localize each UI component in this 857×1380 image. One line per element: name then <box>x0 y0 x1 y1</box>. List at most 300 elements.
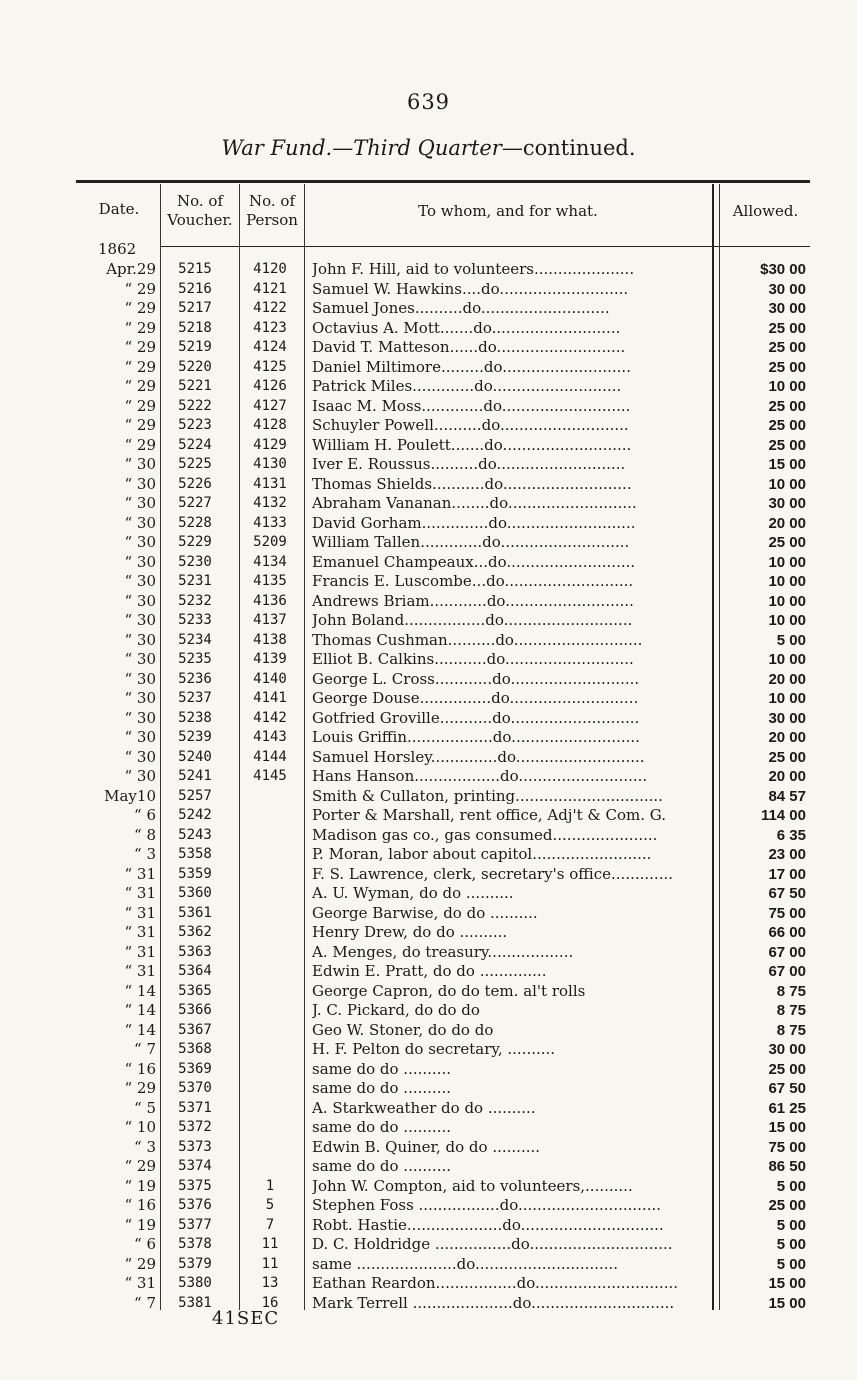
row-person: 4122 <box>253 300 287 316</box>
row-amount: 75 00 <box>768 904 806 922</box>
table-row <box>76 1274 810 1294</box>
row-person: 4139 <box>253 651 287 667</box>
row-person: 4145 <box>253 768 287 784</box>
title-continued: continued. <box>522 136 636 160</box>
table-row <box>76 592 810 612</box>
table-row <box>76 865 810 885</box>
row-amount: 25 00 <box>768 339 806 356</box>
row-person: 4144 <box>253 748 287 765</box>
row-whom: Francis E. Luscombe...do........................... <box>312 572 634 590</box>
row-person: 4138 <box>253 631 287 648</box>
signature-mark: 41SEC <box>212 1308 280 1329</box>
table-row <box>76 1216 810 1236</box>
row-amount: 84 57 <box>768 787 806 805</box>
row-whom: George Capron, do do tem. al't rolls <box>312 981 586 1000</box>
table-row <box>76 904 810 924</box>
row-person: 4126 <box>253 378 287 394</box>
row-date: “ 16 <box>124 1059 156 1078</box>
table-row <box>76 299 810 319</box>
table-row <box>76 943 810 963</box>
row-date: “ 29 <box>124 435 156 454</box>
row-whom: Edwin B. Quiner, do do .......... <box>312 1137 541 1156</box>
row-whom: same do do .......... <box>312 1157 451 1175</box>
row-voucher: 5257 <box>178 787 212 804</box>
header-date: Date. <box>98 200 140 218</box>
row-person: 4131 <box>253 475 287 492</box>
row-whom: Smith & Cullaton, printing............................... <box>312 786 663 805</box>
row-amount: 10 00 <box>768 612 806 629</box>
row-whom: Edwin E. Pratt, do do .............. <box>312 962 547 980</box>
row-person: 4140 <box>253 670 287 687</box>
row-whom: Elliot B. Calkins...........do........................... <box>312 650 634 668</box>
table-row <box>76 533 810 553</box>
row-voucher: 5228 <box>178 514 212 531</box>
header-allowed: Allowed. <box>732 202 799 220</box>
table-row <box>76 1021 810 1041</box>
row-whom: Mark Terrell .....................do.............................. <box>312 1293 675 1312</box>
row-whom: Iver E. Roussus..........do........................... <box>312 455 626 473</box>
table-row <box>76 1138 810 1158</box>
row-person: 4127 <box>253 397 287 414</box>
row-person: 13 <box>261 1275 279 1291</box>
row-date: Apr.29 <box>106 260 156 278</box>
row-amount: 25 00 <box>768 534 806 551</box>
row-date: “ 14 <box>124 1001 156 1019</box>
table-row <box>76 689 810 709</box>
row-amount: 15 00 <box>768 456 806 473</box>
row-whom: Eathan Reardon.................do.............................. <box>312 1274 678 1292</box>
row-whom: F. S. Lawrence, clerk, secretary's office............. <box>312 864 673 883</box>
row-voucher: 5359 <box>178 865 212 882</box>
row-voucher: 5366 <box>178 1002 212 1018</box>
row-voucher: 5220 <box>178 358 212 375</box>
row-date: “ 3 <box>134 1137 156 1156</box>
table-row <box>76 1177 810 1197</box>
row-voucher: 5238 <box>178 709 212 726</box>
row-amount: 61 25 <box>768 1099 806 1117</box>
row-date: “ 30 <box>124 630 156 649</box>
row-amount: 15 00 <box>768 1294 806 1312</box>
table-row <box>76 787 810 807</box>
row-amount: 5 00 <box>776 1236 806 1253</box>
row-voucher: 5375 <box>178 1177 212 1194</box>
row-whom: John Boland.................do........................... <box>312 611 633 629</box>
header-person-line1: No. of <box>248 192 295 210</box>
table-row <box>76 319 810 339</box>
table-row <box>76 884 810 904</box>
row-amount: 25 00 <box>768 436 806 454</box>
row-date: “ 30 <box>124 689 156 707</box>
row-person: 4128 <box>253 417 287 433</box>
row-whom: Madison gas co., gas consumed...................... <box>312 825 658 844</box>
row-voucher: 5381 <box>178 1294 212 1311</box>
row-voucher: 5221 <box>178 378 212 394</box>
table-row <box>76 748 810 768</box>
row-date: “ 31 <box>124 884 156 902</box>
row-amount: 8 75 <box>776 1002 806 1019</box>
table-row <box>76 1001 810 1021</box>
row-voucher: 5373 <box>178 1138 212 1155</box>
row-voucher: 5370 <box>178 1080 212 1096</box>
row-date: “ 31 <box>124 903 156 922</box>
row-person: 4121 <box>253 280 287 297</box>
row-whom: Samuel W. Hawkins....do........................... <box>312 279 629 298</box>
row-date: “ 30 <box>124 767 156 785</box>
table-row <box>76 1294 810 1314</box>
table-row <box>76 709 810 729</box>
row-whom: Louis Griffin..................do........................... <box>312 728 640 746</box>
row-amount: 15 00 <box>768 1275 806 1292</box>
row-amount: 6 35 <box>776 826 806 844</box>
row-date: “ 30 <box>124 611 156 629</box>
row-amount: 67 00 <box>768 963 806 980</box>
row-whom: David T. Matteson......do........................... <box>312 338 626 356</box>
title-quarter: Third Quarter <box>353 136 502 160</box>
row-whom: Geo W. Stoner, do do do <box>312 1020 494 1039</box>
table-row <box>76 475 810 495</box>
row-date: “ 14 <box>124 1020 156 1039</box>
row-voucher: 5215 <box>178 261 212 277</box>
row-whom: same do do .......... <box>312 1118 451 1136</box>
row-whom: Daniel Miltimore.........do........................... <box>312 357 631 376</box>
row-date: “ 30 <box>124 533 156 551</box>
row-whom: A. U. Wyman, do do .......... <box>312 884 514 902</box>
row-voucher: 5232 <box>178 592 212 609</box>
row-person: 1 <box>265 1177 275 1194</box>
table-row <box>76 767 810 787</box>
row-amount: 25 00 <box>768 417 806 434</box>
table-row <box>76 611 810 631</box>
row-date: “ 6 <box>134 806 156 824</box>
row-whom: A. Starkweather do do .......... <box>312 1098 536 1117</box>
row-whom: Octavius A. Mott.......do........................... <box>312 318 621 337</box>
row-person: 4143 <box>253 729 287 745</box>
row-date: “ 29 <box>124 396 156 415</box>
row-voucher: 5239 <box>178 729 212 745</box>
row-voucher: 5358 <box>178 846 212 862</box>
row-amount: 10 00 <box>768 378 806 395</box>
table-row <box>76 631 810 651</box>
row-amount: 20 00 <box>768 729 806 746</box>
row-voucher: 5235 <box>178 651 212 667</box>
row-date: “ 29 <box>124 338 156 356</box>
row-whom: Robt. Hastie....................do.............................. <box>312 1215 664 1234</box>
row-amount: 30 00 <box>768 280 806 298</box>
row-voucher: 5367 <box>178 1021 212 1038</box>
row-voucher: 5219 <box>178 339 212 355</box>
row-date: “ 29 <box>124 318 156 337</box>
section-title <box>0 136 857 160</box>
row-whom: same do do .......... <box>312 1079 451 1097</box>
row-person: 4123 <box>253 319 287 336</box>
row-amount: 30 00 <box>768 1041 806 1058</box>
row-date: “ 30 <box>124 513 156 532</box>
row-date: “ 5 <box>134 1098 156 1117</box>
table-row <box>76 845 810 865</box>
row-date: “ 30 <box>124 728 156 746</box>
table-row <box>76 650 810 670</box>
row-person: 11 <box>261 1255 279 1272</box>
header-whom: To whom, and for what. <box>418 202 598 220</box>
table-row <box>76 1099 810 1119</box>
row-whom: same .....................do.............................. <box>312 1254 619 1273</box>
row-voucher: 5233 <box>178 612 212 628</box>
row-amount: 25 00 <box>768 319 806 337</box>
row-amount: 67 50 <box>768 885 806 902</box>
row-voucher: 5242 <box>178 807 212 823</box>
table-row <box>76 280 810 300</box>
header-person-line2: Person <box>246 211 298 229</box>
table-row <box>76 553 810 573</box>
row-voucher: 5360 <box>178 885 212 901</box>
row-amount: 10 00 <box>768 475 806 493</box>
table-row <box>76 982 810 1002</box>
row-person: 16 <box>261 1294 279 1311</box>
table-row <box>76 1060 810 1080</box>
row-amount: 20 00 <box>768 514 806 532</box>
row-whom: David Gorham..............do........................... <box>312 513 636 532</box>
row-person: 4130 <box>253 456 287 472</box>
row-date: “ 30 <box>124 572 156 590</box>
row-person: 4142 <box>253 709 287 726</box>
year-label: 1862 <box>98 240 137 258</box>
row-person: 4141 <box>253 690 287 706</box>
row-date: “ 31 <box>124 923 156 941</box>
row-voucher: 5364 <box>178 963 212 979</box>
title-dash-1: — <box>332 136 354 160</box>
row-voucher: 5372 <box>178 1119 212 1135</box>
row-amount: 20 00 <box>768 670 806 688</box>
row-whom: Samuel Horsley..............do........................... <box>312 747 645 766</box>
row-amount: 114 00 <box>760 807 806 824</box>
row-person: 4125 <box>253 358 287 375</box>
row-voucher: 5376 <box>178 1197 212 1213</box>
header-voucher-line1: No. of <box>176 192 223 210</box>
table-row <box>76 1040 810 1060</box>
row-voucher: 5377 <box>178 1216 212 1233</box>
row-amount: 17 00 <box>768 865 806 883</box>
row-date: “ 19 <box>124 1215 156 1234</box>
table-row <box>76 377 810 397</box>
row-whom: Abraham Vananan........do........................... <box>312 494 637 512</box>
row-amount: 10 00 <box>768 592 806 610</box>
row-date: “ 29 <box>124 279 156 298</box>
row-person: 7 <box>265 1216 275 1233</box>
row-person: 11 <box>261 1236 279 1252</box>
row-date: “ 31 <box>124 1274 156 1292</box>
row-person: 4132 <box>253 495 287 511</box>
row-voucher: 5361 <box>178 904 212 921</box>
table-row <box>76 494 810 514</box>
row-person: 4135 <box>253 573 287 589</box>
row-voucher: 5379 <box>178 1255 212 1272</box>
table-row <box>76 1196 810 1216</box>
table-row <box>76 397 810 417</box>
row-date: “ 14 <box>124 981 156 1000</box>
row-date: “ 29 <box>124 357 156 376</box>
row-date: “ 30 <box>124 669 156 688</box>
row-date: “ 30 <box>124 552 156 571</box>
row-date: “ 8 <box>134 825 156 844</box>
row-amount: 8 75 <box>776 1021 806 1039</box>
row-whom: Stephen Foss .................do.............................. <box>312 1196 661 1214</box>
row-whom: J. C. Pickard, do do do <box>312 1001 480 1019</box>
row-whom: Hans Hanson..................do........................... <box>312 767 648 785</box>
table-row <box>76 923 810 943</box>
row-voucher: 5371 <box>178 1099 212 1116</box>
ledger-table <box>76 180 810 1310</box>
ledger-rows <box>76 260 810 1313</box>
table-row <box>76 514 810 534</box>
row-whom: Henry Drew, do do .......... <box>312 923 508 941</box>
row-voucher: 5230 <box>178 553 212 570</box>
row-whom: Thomas Cushman..........do........................... <box>312 630 643 649</box>
row-person: 4137 <box>253 612 287 628</box>
row-voucher: 5229 <box>178 534 212 550</box>
row-person: 5 <box>265 1197 275 1213</box>
row-amount: $30 00 <box>760 261 806 278</box>
row-amount: 25 00 <box>768 397 806 415</box>
row-whom: same do do .......... <box>312 1059 451 1078</box>
row-whom: Andrews Briam............do........................... <box>312 591 634 610</box>
row-date: “ 31 <box>124 962 156 980</box>
row-whom: P. Moran, labor about capitol......................... <box>312 845 652 863</box>
row-voucher: 5363 <box>178 943 212 960</box>
table-row <box>76 826 810 846</box>
table-row <box>76 1118 810 1138</box>
row-whom: George Douse...............do........................... <box>312 689 639 707</box>
row-amount: 5 00 <box>776 631 806 649</box>
row-amount: 25 00 <box>768 1197 806 1214</box>
row-voucher: 5241 <box>178 768 212 784</box>
table-row <box>76 455 810 475</box>
row-date: “ 7 <box>134 1293 156 1312</box>
title-fund: War Fund. <box>221 136 333 160</box>
row-whom: Thomas Shields...........do........................... <box>312 474 632 493</box>
table-row <box>76 338 810 358</box>
row-whom: D. C. Holdridge ................do.............................. <box>312 1235 673 1253</box>
row-voucher: 5224 <box>178 436 212 453</box>
row-date: “ 29 <box>124 1254 156 1273</box>
row-whom: A. Menges, do treasury.................. <box>312 942 574 961</box>
row-voucher: 5225 <box>178 456 212 472</box>
header-voucher <box>162 192 238 230</box>
row-voucher: 5365 <box>178 982 212 999</box>
row-date: “ 29 <box>124 377 156 395</box>
row-whom: Schuyler Powell..........do........................... <box>312 416 629 434</box>
header-person <box>241 192 303 230</box>
row-date: “ 29 <box>124 1157 156 1175</box>
row-whom: Gotfried Groville...........do........................... <box>312 708 640 727</box>
row-voucher: 5380 <box>178 1275 212 1291</box>
row-voucher: 5217 <box>178 300 212 316</box>
row-voucher: 5227 <box>178 495 212 511</box>
top-rule <box>76 180 810 183</box>
row-person: 4129 <box>253 436 287 453</box>
row-amount: 5 00 <box>776 1216 806 1234</box>
row-whom: Porter & Marshall, rent office, Adj't & Com. G. <box>312 806 666 824</box>
row-date: “ 10 <box>124 1118 156 1136</box>
row-amount: 25 00 <box>768 748 806 766</box>
row-whom: Patrick Miles.............do........................... <box>312 377 622 395</box>
table-row <box>76 436 810 456</box>
row-voucher: 5234 <box>178 631 212 648</box>
row-date: “ 30 <box>124 455 156 473</box>
row-whom: George Barwise, do do .......... <box>312 903 538 922</box>
table-row <box>76 1235 810 1255</box>
row-voucher: 5240 <box>178 748 212 765</box>
row-amount: 15 00 <box>768 1119 806 1136</box>
row-voucher: 5237 <box>178 690 212 706</box>
row-amount: 10 00 <box>768 690 806 707</box>
row-whom: William Tallen.............do........................... <box>312 533 630 551</box>
row-voucher: 5374 <box>178 1158 212 1174</box>
row-date: “ 29 <box>124 299 156 317</box>
row-date: “ 6 <box>134 1235 156 1253</box>
row-person: 4120 <box>253 261 287 277</box>
row-date: “ 29 <box>124 1079 156 1097</box>
row-amount: 5 00 <box>776 1177 806 1195</box>
row-whom: Emanuel Champeaux...do........................... <box>312 552 636 571</box>
row-date: “ 30 <box>124 650 156 668</box>
row-date: “ 3 <box>134 845 156 863</box>
row-voucher: 5369 <box>178 1060 212 1077</box>
table-row <box>76 806 810 826</box>
row-whom: William H. Poulett.......do........................... <box>312 435 632 454</box>
row-voucher: 5223 <box>178 417 212 433</box>
row-whom: H. F. Pelton do secretary, .......... <box>312 1040 556 1058</box>
row-voucher: 5243 <box>178 826 212 843</box>
row-amount: 10 00 <box>768 573 806 590</box>
row-date: “ 30 <box>124 708 156 727</box>
table-row <box>76 572 810 592</box>
row-voucher: 5226 <box>178 475 212 492</box>
row-date: May10 <box>104 786 156 805</box>
row-voucher: 5222 <box>178 397 212 414</box>
row-person: 5209 <box>253 534 287 550</box>
row-amount: 23 00 <box>768 846 806 863</box>
row-date: “ 30 <box>124 474 156 493</box>
row-whom: Samuel Jones..........do........................... <box>312 299 610 317</box>
row-amount: 30 00 <box>768 709 806 727</box>
row-whom: George L. Cross............do........................... <box>312 669 640 688</box>
table-row <box>76 728 810 748</box>
row-date: “ 31 <box>124 942 156 961</box>
row-whom: Isaac M. Moss.............do........................... <box>312 396 631 415</box>
row-amount: 8 75 <box>776 982 806 1000</box>
row-amount: 10 00 <box>768 553 806 571</box>
header-voucher-line2: Voucher. <box>167 211 233 229</box>
row-amount: 20 00 <box>768 768 806 785</box>
table-row <box>76 1079 810 1099</box>
row-amount: 5 00 <box>776 1255 806 1273</box>
row-amount: 10 00 <box>768 651 806 668</box>
row-amount: 25 00 <box>768 358 806 376</box>
row-amount: 75 00 <box>768 1138 806 1156</box>
row-amount: 30 00 <box>768 300 806 317</box>
row-voucher: 5362 <box>178 924 212 940</box>
row-amount: 30 00 <box>768 495 806 512</box>
row-person: 4136 <box>253 592 287 609</box>
row-date: “ 30 <box>124 591 156 610</box>
table-row <box>76 962 810 982</box>
row-person: 4134 <box>253 553 287 570</box>
table-row <box>76 670 810 690</box>
row-amount: 67 00 <box>768 943 806 961</box>
row-date: “ 30 <box>124 494 156 512</box>
row-voucher: 5378 <box>178 1236 212 1252</box>
row-voucher: 5218 <box>178 319 212 336</box>
